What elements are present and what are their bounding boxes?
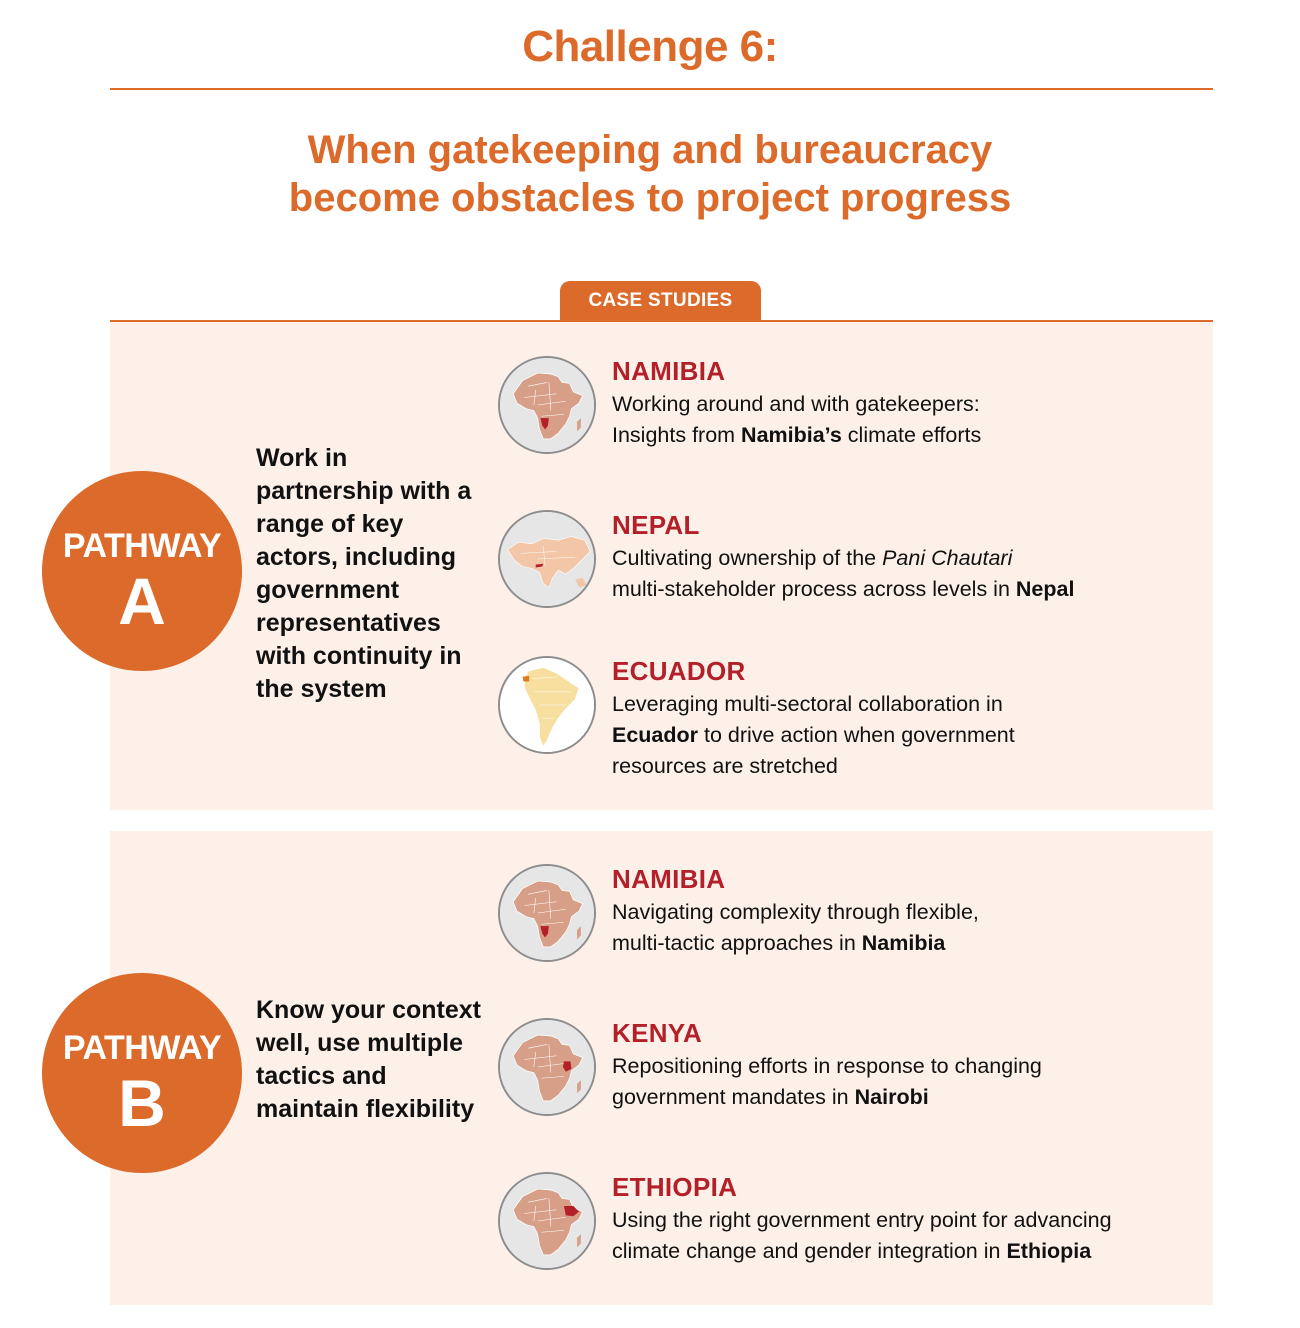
case-desc-line: Leveraging multi-sectoral collaboration in (612, 692, 1003, 716)
case-description (612, 897, 1208, 959)
subtitle-line-2: become obstacles to project progress (288, 176, 1012, 220)
title-divider (110, 88, 1213, 90)
case-desc-line: Repositioning efforts in response to changing (612, 1054, 1042, 1078)
case-country: KENYA (612, 1018, 703, 1048)
challenge-subtitle (0, 126, 1300, 222)
case-description (612, 389, 1208, 451)
case-desc-bold: Nairobi (854, 1085, 929, 1109)
case-desc-bold: Namibia’s (741, 423, 842, 447)
case-study-nepal (498, 510, 1208, 620)
case-description (612, 543, 1208, 605)
case-desc-text: Insights from (612, 423, 742, 447)
africa-map-icon (498, 864, 596, 962)
asia-map-icon (498, 510, 596, 608)
pathway-a-letter: A (118, 564, 166, 638)
case-country: ECUADOR (612, 656, 746, 686)
pathway-a-badge (42, 471, 242, 671)
pathway-a-word: PATHWAY (62, 527, 222, 565)
case-country: ETHIOPIA (612, 1172, 738, 1202)
case-country: NEPAL (612, 510, 700, 540)
case-desc-bold: Ecuador (612, 723, 699, 747)
case-desc-text: to drive action when government (698, 723, 1015, 747)
pathway-b-description: Know your context well, use multiple tactics and maintain flexibility (256, 996, 482, 1123)
challenge-title: Challenge 6: (522, 22, 778, 71)
case-study-kenya (498, 1018, 1208, 1128)
case-study-ecuador (498, 656, 1208, 778)
case-study-namibia-b (498, 864, 1208, 974)
subtitle-line-1: When gatekeeping and bureaucracy (307, 128, 993, 172)
case-description (612, 1205, 1208, 1267)
case-desc-text: Cultivating ownership of the (612, 546, 883, 570)
case-desc-bold: Namibia (861, 931, 946, 955)
case-studies-tab: CASE STUDIES (560, 281, 761, 321)
africa-map-icon (498, 1172, 596, 1270)
case-desc-text: climate change and gender integration in (612, 1239, 1007, 1263)
case-desc-text: multi-stakeholder process across levels in (612, 577, 1016, 601)
pathway-b-badge (42, 973, 242, 1173)
case-study-ethiopia (498, 1172, 1208, 1282)
case-country: NAMIBIA (612, 864, 726, 894)
case-desc-line: Working around and with gatekeepers: (612, 392, 980, 416)
south-america-map-icon (498, 656, 596, 754)
pathway-a-description: Work in partnership with a range of key actors, including government representatives with continuity in the system (256, 444, 472, 703)
case-desc-line: resources are stretched (612, 754, 838, 778)
case-desc-text: climate efforts (841, 423, 982, 447)
case-desc-text: multi-tactic approaches in (612, 931, 862, 955)
case-desc-bold: Nepal (1015, 577, 1075, 601)
case-description (612, 689, 1208, 782)
case-country: NAMIBIA (612, 356, 726, 386)
case-desc-italic: Pani Chautari (882, 546, 1013, 570)
africa-map-icon (498, 1018, 596, 1116)
pathway-b-letter: B (118, 1066, 166, 1140)
case-description (612, 1051, 1208, 1113)
case-desc-text: government mandates in (612, 1085, 855, 1109)
africa-map-icon (498, 356, 596, 454)
case-desc-line: Using the right government entry point for advancing (612, 1208, 1112, 1232)
case-desc-bold: Ethiopia (1006, 1239, 1092, 1263)
case-study-namibia-a (498, 356, 1208, 466)
case-desc-line: Navigating complexity through flexible, (612, 900, 979, 924)
pathway-b-word: PATHWAY (62, 1029, 222, 1067)
